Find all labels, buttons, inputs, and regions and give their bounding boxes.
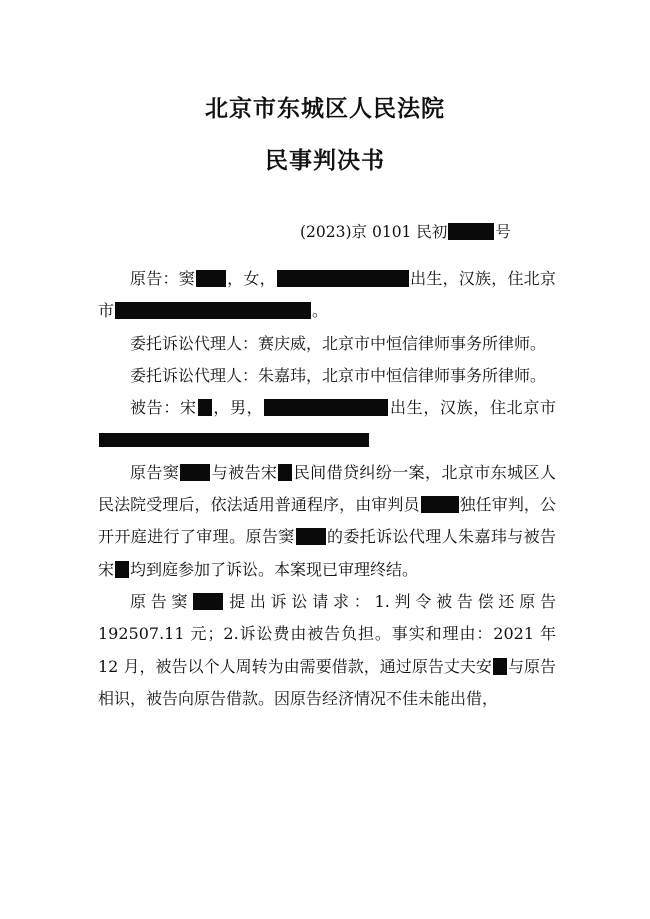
case-intro-text: 独任审判，公开开庭进行了审理。原告窦 [98, 495, 556, 547]
redaction-box [193, 593, 223, 610]
plaintiff-text: 。 [312, 301, 329, 321]
court-name-heading: 北京市东城区人民法院 [205, 95, 445, 122]
agent-paragraph-1: 委托诉讼代理人：赛庆威，北京市中恒信律师事务所律师。 [130, 333, 547, 353]
redaction-box [115, 302, 311, 319]
document-type-heading: 民事判决书 [265, 147, 385, 174]
case-intro-text: 的委托诉讼代理人朱嘉玮与被告宋 [98, 527, 556, 579]
redaction-box [198, 399, 212, 416]
redaction-box [493, 658, 507, 675]
redaction-box [264, 399, 388, 416]
agent-paragraph-2: 委托诉讼代理人：朱嘉玮，北京市中恒信律师事务所律师。 [130, 365, 547, 385]
claims-text: 与原告相识，被告向原告借款。因原告经济情况不佳未能出借， [98, 656, 556, 708]
defendant-text: 出生，汉族，住北京市 [389, 398, 556, 418]
claims-text: 原告窦 [130, 591, 193, 611]
redaction-box [278, 464, 292, 481]
case-intro-paragraph [98, 457, 556, 586]
redaction-box [421, 496, 459, 513]
redaction-box [448, 223, 494, 240]
redaction-box [196, 270, 226, 287]
case-intro-text: 民间借贷纠纷一案，北京市东城区人民法院受理后，依法适用普通程序，由审判员 [98, 462, 556, 515]
claims-paragraph [98, 586, 556, 715]
redaction-box [180, 464, 210, 481]
claims-text: 提出诉讼请求：1.判令被告偿还原告 192507.11 元；2.诉讼费由被告负担。事实和理由：2021 年 12 月，被告以个人周转为由需要借款，通过原告丈夫安 [98, 591, 556, 676]
defendant-text: ，男， [212, 398, 264, 418]
defendant-text: 被告：宋 [130, 398, 197, 418]
redaction-box [99, 433, 369, 447]
plaintiff-text: ，女， [226, 269, 276, 288]
case-intro-text: 与被告宋 [211, 462, 278, 482]
redaction-box [296, 528, 326, 545]
plaintiff-text: 出生，汉族，住北京市 [98, 269, 556, 321]
plaintiff-paragraph [98, 263, 556, 328]
judgment-body [98, 263, 556, 715]
case-intro-text: 均到庭参加了诉讼。本案现已审理终结。 [130, 559, 419, 579]
defendant-paragraph [98, 392, 556, 457]
redaction-box [277, 270, 409, 287]
case-number [300, 220, 511, 242]
case-intro-text: 原告窦 [130, 462, 180, 482]
redaction-box [115, 561, 129, 578]
case-number-suffix: 号 [495, 223, 511, 241]
plaintiff-text: 原告：窦 [130, 269, 195, 288]
case-number-prefix: (2023)京 0101 民初 [300, 223, 448, 241]
